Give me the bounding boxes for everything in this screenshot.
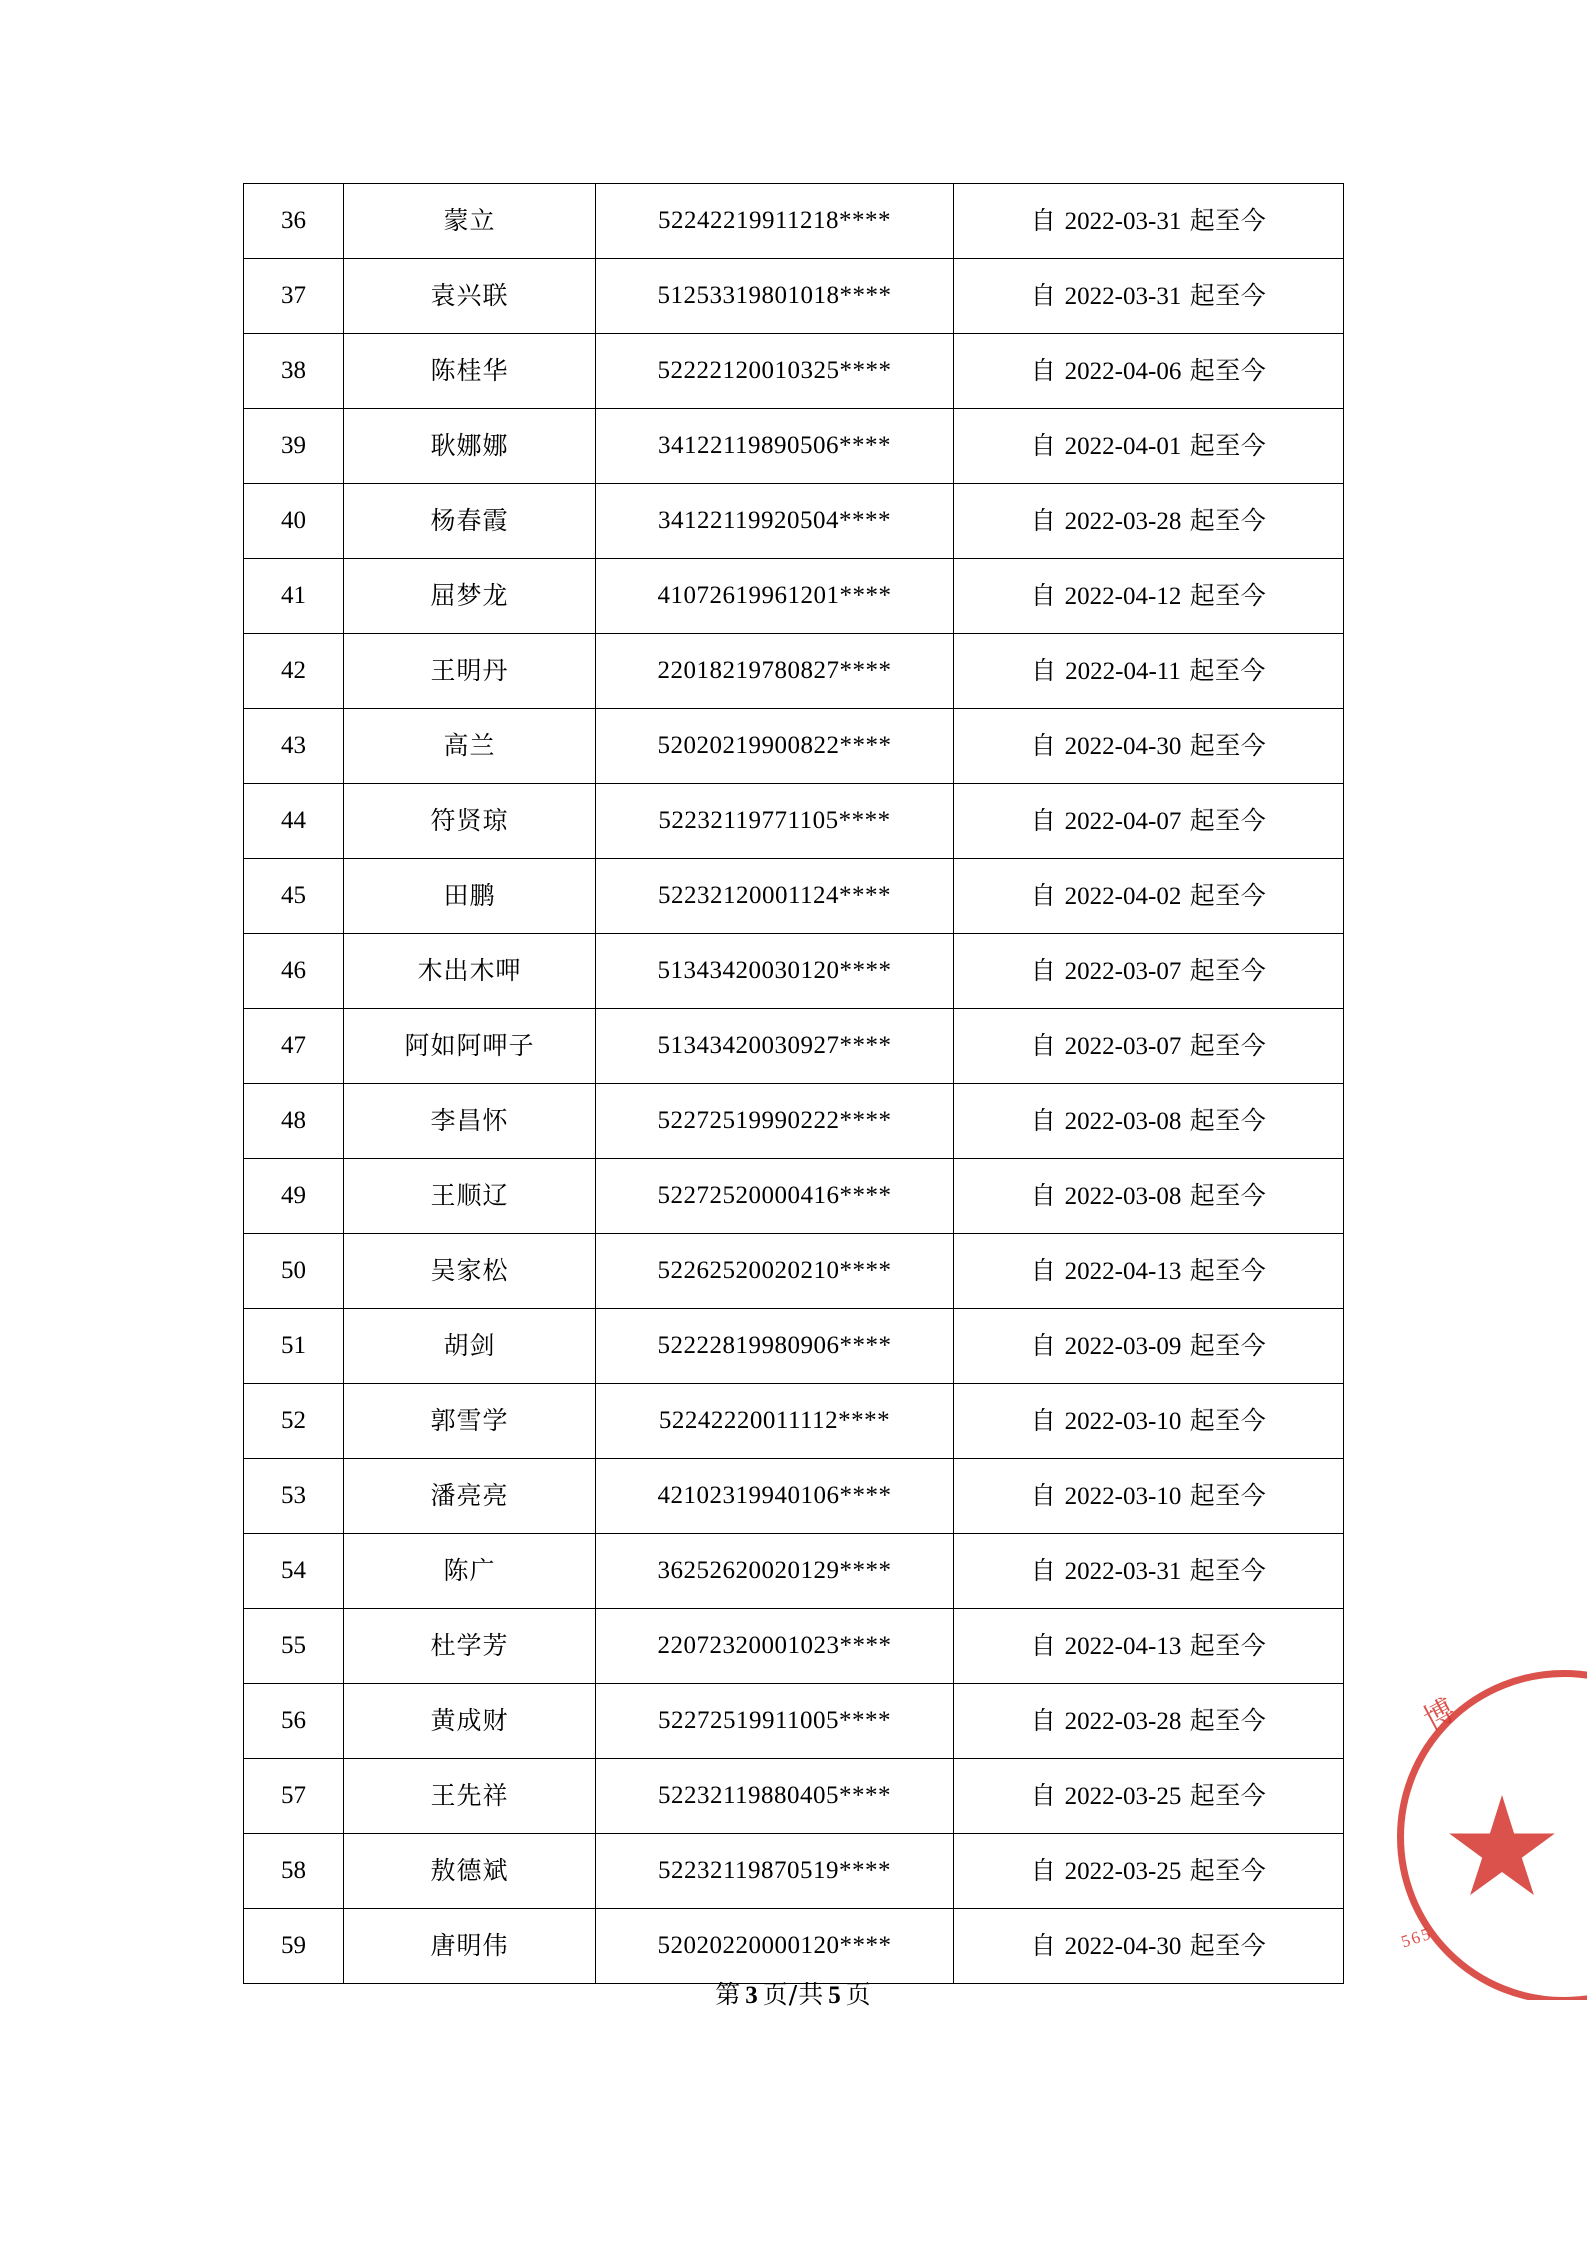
row-name: 黄成财 [344,1684,596,1759]
period-date: 2022-04-01 [1064,432,1182,460]
row-id-number: 52272520000416**** [596,1159,954,1234]
row-index: 59 [244,1909,344,1984]
period-date: 2022-03-28 [1064,507,1182,535]
row-index: 46 [244,934,344,1009]
row-period [954,484,1344,559]
period-prefix: 自 [1030,280,1057,310]
period-suffix: 起至今 [1189,1405,1267,1435]
row-id-number: 36252620020129**** [596,1534,954,1609]
period-prefix: 自 [1030,430,1057,460]
row-name: 高兰 [344,709,596,784]
period-suffix: 起至今 [1189,1630,1267,1660]
row-period [954,559,1344,634]
row-index: 42 [244,634,344,709]
period-prefix: 自 [1030,1930,1057,1960]
row-period [954,1459,1344,1534]
row-index: 53 [244,1459,344,1534]
period-prefix: 自 [1030,505,1057,535]
period-prefix: 自 [1030,1105,1057,1135]
row-name: 屈梦龙 [344,559,596,634]
row-index: 52 [244,1384,344,1459]
row-id-number: 52020220000120**** [596,1909,954,1984]
row-name: 潘亮亮 [344,1459,596,1534]
row-index: 41 [244,559,344,634]
row-index: 58 [244,1834,344,1909]
row-index: 45 [244,859,344,934]
period-date: 2022-03-25 [1064,1782,1182,1810]
row-name: 田鹏 [344,859,596,934]
row-name: 胡剑 [344,1309,596,1384]
row-id-number: 52272519911005**** [596,1684,954,1759]
row-name: 吴家松 [344,1234,596,1309]
row-index: 44 [244,784,344,859]
row-period [954,1909,1344,1984]
period-suffix: 起至今 [1189,1930,1267,1960]
table-row [244,1009,1344,1084]
row-id-number: 52232120001124**** [596,859,954,934]
footer-total-pages: 5 [828,1982,842,2009]
seal-circle [1397,1670,1587,2000]
table-row [244,784,1344,859]
official-seal [1387,1660,1587,2000]
period-suffix: 起至今 [1189,1330,1267,1360]
table-row [244,859,1344,934]
period-prefix: 自 [1030,730,1057,760]
row-index: 55 [244,1609,344,1684]
seal-star-icon [1447,1795,1557,1905]
table-row [244,1534,1344,1609]
period-prefix: 自 [1030,1180,1057,1210]
period-prefix: 自 [1030,1330,1057,1360]
row-index: 54 [244,1534,344,1609]
row-name: 耿娜娜 [344,409,596,484]
period-suffix: 起至今 [1189,805,1267,835]
period-date: 2022-03-31 [1064,207,1182,235]
row-period [954,859,1344,934]
row-id-number: 52232119771105**** [596,784,954,859]
row-id-number: 51343420030927**** [596,1009,954,1084]
row-period [954,1084,1344,1159]
period-date: 2022-04-11 [1065,657,1181,685]
row-index: 57 [244,1759,344,1834]
period-date: 2022-03-31 [1064,282,1182,310]
row-id-number: 52232119870519**** [596,1834,954,1909]
row-id-number: 42102319940106**** [596,1459,954,1534]
period-suffix: 起至今 [1189,205,1267,235]
period-prefix: 自 [1030,955,1057,985]
table-row [244,709,1344,784]
period-prefix: 自 [1030,1705,1057,1735]
period-date: 2022-03-09 [1064,1332,1182,1360]
row-name: 蒙立 [344,184,596,259]
period-prefix: 自 [1030,880,1057,910]
period-prefix: 自 [1030,1480,1057,1510]
row-id-number: 22018219780827**** [596,634,954,709]
row-name: 唐明伟 [344,1909,596,1984]
table-row [244,1084,1344,1159]
period-date: 2022-03-28 [1064,1707,1182,1735]
period-suffix: 起至今 [1189,1105,1267,1135]
row-period [954,1309,1344,1384]
period-suffix: 起至今 [1189,1705,1267,1735]
row-period [954,1834,1344,1909]
row-period [954,259,1344,334]
table-row [244,334,1344,409]
page-footer [0,1975,1587,2011]
seal-bottom-text: 565 [1398,1923,1435,1952]
row-index: 37 [244,259,344,334]
footer-prefix: 第 [715,1980,742,2009]
period-suffix: 起至今 [1189,1030,1267,1060]
period-suffix: 起至今 [1189,1855,1267,1885]
row-period [954,1159,1344,1234]
footer-middle: 页/共 [762,1980,825,2009]
period-prefix: 自 [1030,1780,1057,1810]
row-period [954,334,1344,409]
row-id-number: 52020219900822**** [596,709,954,784]
period-prefix: 自 [1030,1255,1057,1285]
period-date: 2022-03-10 [1064,1482,1182,1510]
period-date: 2022-03-31 [1064,1557,1182,1585]
row-index: 39 [244,409,344,484]
table-row [244,1684,1344,1759]
row-name: 符贤琼 [344,784,596,859]
period-prefix: 自 [1030,1030,1057,1060]
row-index: 51 [244,1309,344,1384]
row-period [954,1609,1344,1684]
table-row [244,1759,1344,1834]
period-date: 2022-03-10 [1064,1407,1182,1435]
period-prefix: 自 [1030,805,1057,835]
row-period [954,634,1344,709]
row-name: 李昌怀 [344,1084,596,1159]
period-date: 2022-04-13 [1064,1632,1182,1660]
period-date: 2022-03-07 [1064,1032,1182,1060]
row-name: 木出木呷 [344,934,596,1009]
period-suffix: 起至今 [1189,955,1267,985]
row-name: 王先祥 [344,1759,596,1834]
row-period [954,934,1344,1009]
table-row [244,1609,1344,1684]
row-id-number: 34122119890506**** [596,409,954,484]
row-name: 王顺辽 [344,1159,596,1234]
row-index: 47 [244,1009,344,1084]
row-name: 陈桂华 [344,334,596,409]
table-row [244,1159,1344,1234]
roster-table-container [243,183,1343,1984]
period-prefix: 自 [1030,1405,1057,1435]
period-suffix: 起至今 [1189,880,1267,910]
period-date: 2022-03-25 [1064,1857,1182,1885]
row-period [954,1534,1344,1609]
row-period [954,1759,1344,1834]
row-index: 48 [244,1084,344,1159]
period-prefix: 自 [1030,1630,1057,1660]
row-name: 袁兴联 [344,259,596,334]
table-row [244,934,1344,1009]
period-date: 2022-04-30 [1064,732,1182,760]
period-date: 2022-03-07 [1064,957,1182,985]
period-suffix: 起至今 [1189,280,1267,310]
period-date: 2022-04-02 [1064,882,1182,910]
table-row [244,559,1344,634]
period-suffix: 起至今 [1189,355,1267,385]
row-index: 49 [244,1159,344,1234]
row-id-number: 52242219911218**** [596,184,954,259]
row-id-number: 51253319801018**** [596,259,954,334]
footer-suffix: 页 [845,1980,872,2009]
table-row [244,1459,1344,1534]
period-suffix: 起至今 [1189,1555,1267,1585]
row-index: 40 [244,484,344,559]
row-name: 杨春霞 [344,484,596,559]
row-name: 敖德斌 [344,1834,596,1909]
period-prefix: 自 [1030,1855,1057,1885]
period-prefix: 自 [1030,205,1057,235]
row-period [954,409,1344,484]
period-suffix: 起至今 [1189,1780,1267,1810]
row-id-number: 52222819980906**** [596,1309,954,1384]
row-index: 50 [244,1234,344,1309]
period-suffix: 起至今 [1189,430,1267,460]
period-prefix: 自 [1030,580,1057,610]
table-row [244,184,1344,259]
row-period [954,184,1344,259]
period-date: 2022-03-08 [1064,1182,1182,1210]
row-name: 阿如阿呷子 [344,1009,596,1084]
row-name: 郭雪学 [344,1384,596,1459]
period-date: 2022-04-30 [1064,1932,1182,1960]
row-index: 36 [244,184,344,259]
row-id-number: 52242220011112**** [596,1384,954,1459]
period-suffix: 起至今 [1189,655,1266,685]
period-suffix: 起至今 [1189,1180,1267,1210]
row-period [954,709,1344,784]
row-index: 43 [244,709,344,784]
seal-top-text: 博 [1418,1692,1462,1738]
row-id-number: 52262520020210**** [596,1234,954,1309]
table-row [244,1384,1344,1459]
row-period [954,1234,1344,1309]
row-id-number: 51343420030120**** [596,934,954,1009]
row-index: 56 [244,1684,344,1759]
row-period [954,1684,1344,1759]
row-name: 王明丹 [344,634,596,709]
table-row [244,1234,1344,1309]
period-suffix: 起至今 [1189,730,1267,760]
footer-current-page: 3 [745,1982,759,2009]
period-prefix: 自 [1030,355,1057,385]
period-date: 2022-03-08 [1064,1107,1182,1135]
period-prefix: 自 [1030,1555,1057,1585]
period-suffix: 起至今 [1189,1480,1267,1510]
roster-table-body [244,184,1344,1984]
row-period [954,1009,1344,1084]
row-name: 陈广 [344,1534,596,1609]
row-period [954,784,1344,859]
row-index: 38 [244,334,344,409]
row-period [954,1384,1344,1459]
period-prefix: 自 [1031,655,1057,685]
row-name: 杜学芳 [344,1609,596,1684]
period-date: 2022-04-06 [1064,357,1182,385]
period-suffix: 起至今 [1189,1255,1267,1285]
table-row [244,1909,1344,1984]
table-row [244,1834,1344,1909]
table-row [244,259,1344,334]
row-id-number: 52232119880405**** [596,1759,954,1834]
row-id-number: 34122119920504**** [596,484,954,559]
table-row [244,409,1344,484]
period-date: 2022-04-13 [1064,1257,1182,1285]
roster-table [243,183,1344,1984]
table-row [244,484,1344,559]
period-date: 2022-04-12 [1064,582,1182,610]
row-id-number: 22072320001023**** [596,1609,954,1684]
period-date: 2022-04-07 [1064,807,1182,835]
table-row [244,634,1344,709]
period-suffix: 起至今 [1189,505,1267,535]
row-id-number: 41072619961201**** [596,559,954,634]
period-suffix: 起至今 [1189,580,1267,610]
table-row [244,1309,1344,1384]
row-id-number: 52272519990222**** [596,1084,954,1159]
row-id-number: 52222120010325**** [596,334,954,409]
